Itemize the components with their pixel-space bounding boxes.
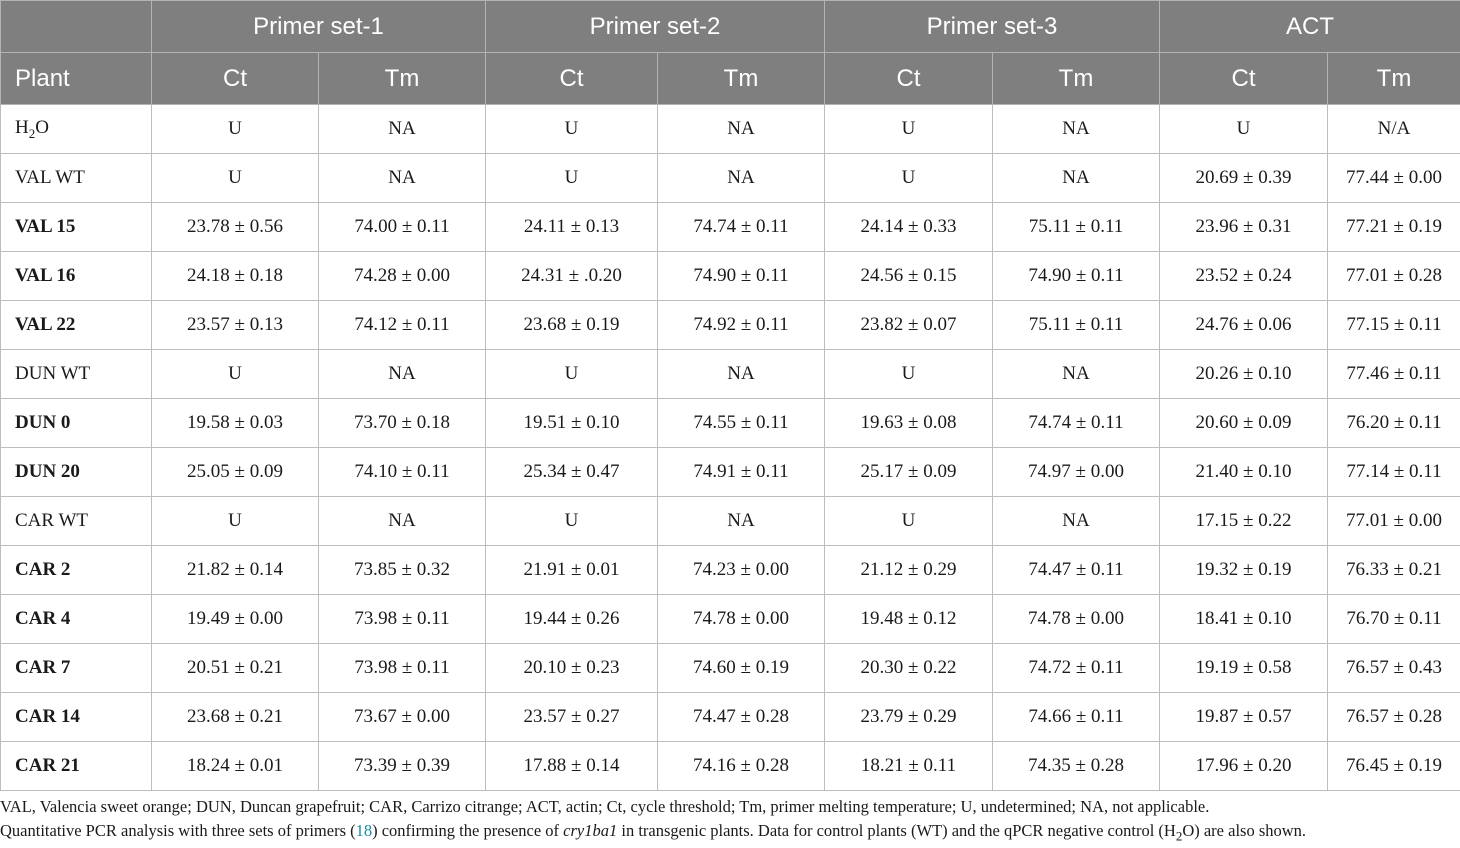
table-row [1,252,1460,301]
plant-cell-h2o [1,105,152,154]
table-cell: 24.56 ± 0.15 [825,252,993,301]
table-cell: NA [658,105,825,154]
table-row [1,742,1460,791]
table-cell: 74.66 ± 0.11 [993,693,1160,742]
table-cell: 25.34 ± 0.47 [486,448,658,497]
table-cell: 77.14 ± 0.11 [1328,448,1460,497]
table-cell: 18.21 ± 0.11 [825,742,993,791]
table-cell: 23.82 ± 0.07 [825,301,993,350]
plant-cell: CAR 7 [1,644,152,693]
table-cell: 77.46 ± 0.11 [1328,350,1460,399]
table-cell: 17.96 ± 0.20 [1160,742,1328,791]
table-cell: 74.91 ± 0.11 [658,448,825,497]
table-cell: 23.57 ± 0.27 [486,693,658,742]
table-cell: 23.57 ± 0.13 [152,301,319,350]
table-cell: 76.57 ± 0.43 [1328,644,1460,693]
table-cell: 17.88 ± 0.14 [486,742,658,791]
table-cell: 19.51 ± 0.10 [486,399,658,448]
table-cell: NA [658,497,825,546]
table-cell: 75.11 ± 0.11 [993,301,1160,350]
table-cell: 19.49 ± 0.00 [152,595,319,644]
table-cell: 19.32 ± 0.19 [1160,546,1328,595]
table-row [1,546,1460,595]
table-cell: 73.85 ± 0.32 [319,546,486,595]
plant-cell: VAL WT [1,154,152,203]
footnote-text: ) confirming the presence of [372,821,563,840]
table-row [1,644,1460,693]
header-primer-set-3: Primer set-3 [825,1,1160,53]
table-cell: U [1160,105,1328,154]
h2o-label-tail: O [35,117,49,138]
table-cell: U [152,105,319,154]
table-cell: 74.47 ± 0.11 [993,546,1160,595]
table-cell: 76.57 ± 0.28 [1328,693,1460,742]
table-cell: 74.00 ± 0.11 [319,203,486,252]
plant-cell: VAL 15 [1,203,152,252]
plant-cell: VAL 22 [1,301,152,350]
table-cell: 77.15 ± 0.11 [1328,301,1460,350]
table-cell: 74.74 ± 0.11 [993,399,1160,448]
table-cell: 25.05 ± 0.09 [152,448,319,497]
table-cell: 73.70 ± 0.18 [319,399,486,448]
table-cell: 23.96 ± 0.31 [1160,203,1328,252]
table-cell: 74.92 ± 0.11 [658,301,825,350]
table-cell: N/A [1328,105,1460,154]
table-cell: 76.33 ± 0.21 [1328,546,1460,595]
table-cell: 77.01 ± 0.00 [1328,497,1460,546]
header-ct: Ct [825,53,993,105]
table-cell: 74.78 ± 0.00 [993,595,1160,644]
header-tm: Tm [319,53,486,105]
plant-cell: CAR WT [1,497,152,546]
table-cell: 19.48 ± 0.12 [825,595,993,644]
table-cell: 74.10 ± 0.11 [319,448,486,497]
table-cell: 74.16 ± 0.28 [658,742,825,791]
table-row [1,497,1460,546]
table-cell: 23.68 ± 0.19 [486,301,658,350]
table-cell: 73.39 ± 0.39 [319,742,486,791]
table-cell: NA [658,350,825,399]
table-cell: 19.44 ± 0.26 [486,595,658,644]
table-row [1,693,1460,742]
table-cell: 75.11 ± 0.11 [993,203,1160,252]
table-header [1,1,1460,105]
table-cell: 74.90 ± 0.11 [993,252,1160,301]
table-cell: 20.69 ± 0.39 [1160,154,1328,203]
table-body [1,105,1460,791]
plant-cell: CAR 2 [1,546,152,595]
plant-cell: CAR 21 [1,742,152,791]
table-cell: NA [319,154,486,203]
table-cell: 77.01 ± 0.28 [1328,252,1460,301]
h2o-label-main: H [15,117,29,138]
table-cell: NA [993,350,1160,399]
table-cell: 24.31 ± .0.20 [486,252,658,301]
header-tm: Tm [1328,53,1460,105]
header-ct: Ct [1160,53,1328,105]
table-cell: NA [319,497,486,546]
table-cell: 74.74 ± 0.11 [658,203,825,252]
table-cell: 73.67 ± 0.00 [319,693,486,742]
table-cell: U [825,497,993,546]
table-cell: 18.24 ± 0.01 [152,742,319,791]
table-cell: 25.17 ± 0.09 [825,448,993,497]
table-cell: 74.78 ± 0.00 [658,595,825,644]
header-ct: Ct [486,53,658,105]
header-tm: Tm [993,53,1160,105]
table-cell: U [486,105,658,154]
h2o-label-sub: 2 [29,125,36,140]
table-row [1,203,1460,252]
table-cell: 24.11 ± 0.13 [486,203,658,252]
table-row-h2o [1,105,1460,154]
header-tm: Tm [658,53,825,105]
table-cell: 74.60 ± 0.19 [658,644,825,693]
table-cell: 74.47 ± 0.28 [658,693,825,742]
table-footnote [0,795,1460,848]
table-cell: NA [993,497,1160,546]
table-cell: 74.90 ± 0.11 [658,252,825,301]
table-cell: 23.52 ± 0.24 [1160,252,1328,301]
plant-cell: DUN 20 [1,448,152,497]
table-cell: 23.78 ± 0.56 [152,203,319,252]
table-cell: 19.58 ± 0.03 [152,399,319,448]
table-cell: 19.63 ± 0.08 [825,399,993,448]
table-row [1,154,1460,203]
table-cell: U [152,497,319,546]
table-cell: 24.76 ± 0.06 [1160,301,1328,350]
table-cell: 23.68 ± 0.21 [152,693,319,742]
table-row [1,399,1460,448]
table-cell: 20.51 ± 0.21 [152,644,319,693]
table-cell: NA [319,350,486,399]
header-plant: Plant [1,53,152,105]
table-cell: U [825,154,993,203]
gene-name: cry1ba1 [563,821,617,840]
table-row [1,448,1460,497]
table-cell: 74.72 ± 0.11 [993,644,1160,693]
table-cell: U [486,497,658,546]
table-cell: 74.23 ± 0.00 [658,546,825,595]
header-act: ACT [1160,1,1460,53]
table-cell: 19.87 ± 0.57 [1160,693,1328,742]
table-cell: 74.35 ± 0.28 [993,742,1160,791]
table-cell: 23.79 ± 0.29 [825,693,993,742]
header-primer-set-2: Primer set-2 [486,1,825,53]
table-cell: 21.91 ± 0.01 [486,546,658,595]
table-cell: U [152,350,319,399]
header-primer-set-1: Primer set-1 [152,1,486,53]
reference-link[interactable]: 18 [356,821,373,840]
table-cell: U [825,350,993,399]
header-group-row [1,1,1460,53]
table-cell: 74.55 ± 0.11 [658,399,825,448]
footnote-abbreviations: VAL, Valencia sweet orange; DUN, Duncan grapefruit; CAR, Carrizo citrange; ACT, actin; Ct, cycle threshold; Tm, primer melting temperature; U, undetermined; NA, not applicable. [0,795,1460,819]
table-cell: NA [319,105,486,154]
table-cell: 17.15 ± 0.22 [1160,497,1328,546]
table-cell: U [825,105,993,154]
table-cell: 24.18 ± 0.18 [152,252,319,301]
table-cell: 24.14 ± 0.33 [825,203,993,252]
table-cell: 74.28 ± 0.00 [319,252,486,301]
table-cell: 74.12 ± 0.11 [319,301,486,350]
plant-cell: CAR 14 [1,693,152,742]
table-cell: 77.44 ± 0.00 [1328,154,1460,203]
table-cell: 21.82 ± 0.14 [152,546,319,595]
plant-cell: VAL 16 [1,252,152,301]
table-cell: 73.98 ± 0.11 [319,595,486,644]
table-cell: 20.26 ± 0.10 [1160,350,1328,399]
plant-cell: DUN WT [1,350,152,399]
table-cell: 18.41 ± 0.10 [1160,595,1328,644]
table-cell: 21.12 ± 0.29 [825,546,993,595]
table-cell: 20.60 ± 0.09 [1160,399,1328,448]
footnote-text: Quantitative PCR analysis with three sets of primers ( [0,821,356,840]
table-cell: 76.20 ± 0.11 [1328,399,1460,448]
table-cell: 20.30 ± 0.22 [825,644,993,693]
table-cell: NA [658,154,825,203]
table-cell: 74.97 ± 0.00 [993,448,1160,497]
table-cell: 77.21 ± 0.19 [1328,203,1460,252]
footnote-text: O) are also shown. [1182,821,1306,840]
table-cell: 76.70 ± 0.11 [1328,595,1460,644]
plant-cell: DUN 0 [1,399,152,448]
footnote-subscript: 2 [1176,828,1183,843]
table-cell: U [152,154,319,203]
footnote-text: in transgenic plants. Data for control plants (WT) and the qPCR negative control (H [617,821,1176,840]
header-empty-cell [1,1,152,53]
table-cell: U [486,350,658,399]
table-cell: 21.40 ± 0.10 [1160,448,1328,497]
header-ct: Ct [152,53,319,105]
table-row [1,595,1460,644]
table-cell: 76.45 ± 0.19 [1328,742,1460,791]
table-cell: NA [993,154,1160,203]
plant-cell: CAR 4 [1,595,152,644]
table-row [1,301,1460,350]
header-sub-row [1,53,1460,105]
table-cell: 73.98 ± 0.11 [319,644,486,693]
table-cell: U [486,154,658,203]
table-cell: 19.19 ± 0.58 [1160,644,1328,693]
table-cell: 20.10 ± 0.23 [486,644,658,693]
table-cell: NA [993,105,1160,154]
table-row [1,350,1460,399]
